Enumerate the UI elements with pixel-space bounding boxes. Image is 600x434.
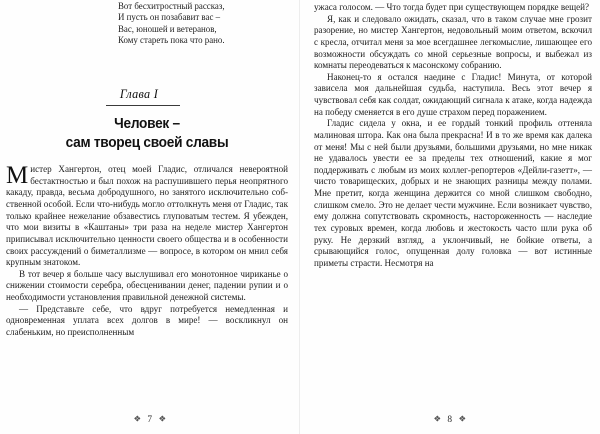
chapter-title-line-2: сам творец своей славы [65, 133, 229, 151]
page-number: 7 [147, 415, 153, 425]
paragraph: — Представьте себе, что вдруг потребуется немедленная и одновременная уплата всех долгов в мире! — воскликнул он слабеньким, но преисполненным [6, 303, 288, 337]
chapter-heading [6, 85, 288, 152]
page-right [300, 0, 600, 434]
folio-right [300, 414, 600, 425]
paragraph-opening [6, 164, 288, 269]
chapter-title-line-1: Человек – [114, 115, 180, 133]
paragraph-continuation: ужаса голосом. — Что тогда будет при существующем порядке вещей? [314, 2, 590, 12]
right-page-body [314, 0, 592, 269]
epigraph-line-3: Вас, юношей и ветеранов, [118, 23, 217, 34]
paragraph-text: истер Хангертон, отец моей Гладис, отличался невероятной бестактностью и был похож на распушившего перья неопрятного какаду, правда, весьма добродушного, но занятого исключительно собственной особой. Если что-нибудь могло оттолкнуть меня от Гладис, так только крайнее нежелание обзавестись глуповатым тестем. Я убежден, что мои визиты в «Каштаны» три раза на неделе мистер Хангертон приписывал исключительно ценности своего общества и в особенности своих рассуждений о биметаллизме — вопросе, в котором он мнил себя крупным знатоком. [6, 164, 288, 268]
fleuron-ornament-icon: ❖ [433, 413, 442, 424]
epigraph [6, 0, 288, 46]
paragraph: Наконец-то я остался наедине с Гладис! Минута, от которой зависела моя дальнейшая судьба, наступила. Весь этот вечер я чувствовал себя как солдат, ожидающий сигнала к атаке, когда надежда на победу сменяется в его душе страхом перед поражением. [314, 71, 592, 117]
chapter-number-rule [106, 85, 180, 106]
paragraph: В тот вечер я больше часу выслушивал его монотонное чириканье о снижении стоимости серебра, обесценивании денег, падении рупии и о необходимости установления правильной денежной системы. [6, 268, 288, 303]
epigraph-line-4: Кому стареть пока что рано. [118, 34, 225, 45]
epigraph-line-1: Вот бесхитростный рассказ, [118, 1, 225, 11]
chapter-title [20, 115, 274, 152]
fleuron-ornament-icon: ❖ [133, 413, 142, 424]
page-number: 8 [447, 415, 453, 425]
epigraph-line-2: И пусть он позабавит вас – [118, 12, 221, 23]
chapter-number-label: Глава I [119, 87, 159, 102]
paragraph: Гладис сидела у окна, и ее гордый тонкий профиль оттеняла малиновая штора. Как она была прекрасна! И в то же время как далека от меня! Мы с ней были друзьями, большими друзьями, но мне никак не удавалось увести ее за пределы тех отношений, какие я мог поддерживать с любым из моих коллег-репортеров «Дейли-газетт», — чисто товарищеских, добрых и не знающих разницы между полами. Мне претит, когда женщина держится со мной слишком свободно, слишком смело. Это не делает чести мужчине. Если возникает чувство, ему должна сопутствовать скромность, настороженность — наследие тех суровых времен, когда любовь и жестокость часто шли рука об руку. Не дерзкий взгляд, а уклончивый, не бойкие ответы, а срывающийся голос, опущенная долу головка — вот истинные приметы страсти. Несмотря на [314, 118, 592, 268]
left-page-body [6, 164, 288, 338]
fleuron-ornament-icon: ❖ [158, 413, 167, 424]
fleuron-ornament-icon: ❖ [458, 413, 467, 424]
paragraph: Я, как и следовало ожидать, сказал, что в таком случае мне грозит разорение, но мистер Хангертон, недовольный моим ответом, вскочил с кресла, отчитал меня за мое всегдашнее легкомыслие, лишающее его возможности обсуждать со мной серьезные вопросы, и выбежал из комнаты переодеваться к масонскому собранию. [314, 13, 592, 71]
drop-cap: М [6, 162, 29, 190]
